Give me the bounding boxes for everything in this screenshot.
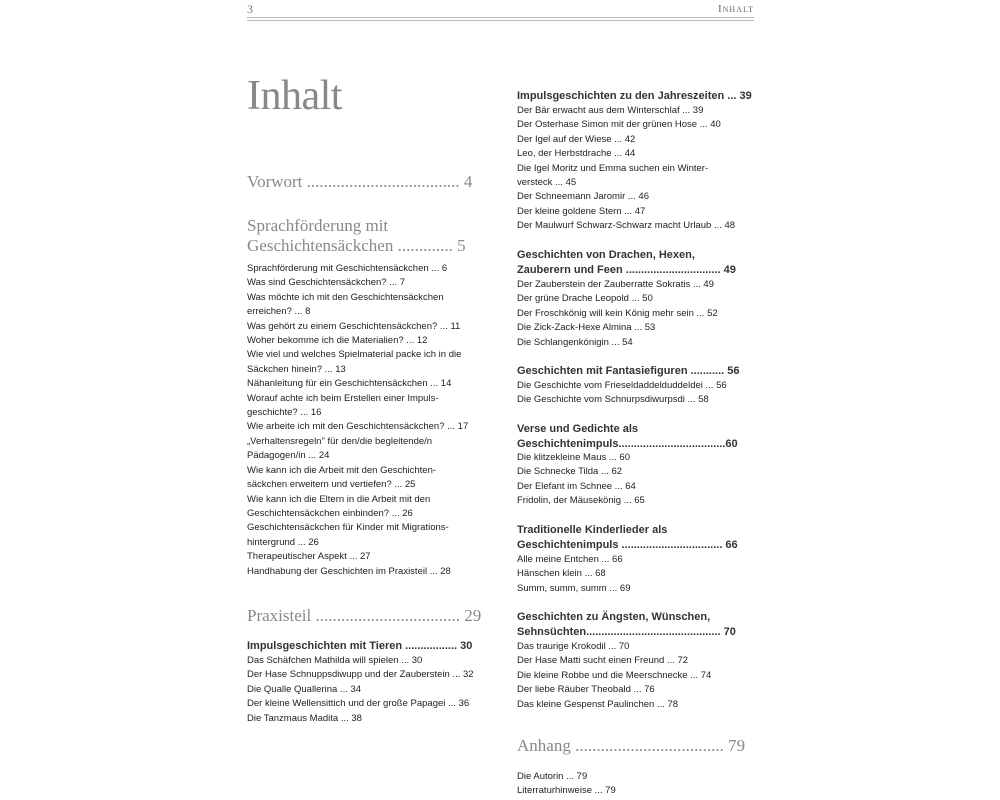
toc-entry: Die Schlangenkönigin ... 54 <box>517 336 633 348</box>
toc-list-lieder <box>517 553 631 596</box>
toc-entry: Die kleine Robbe und die Meerschnecke ... 74 <box>517 669 712 681</box>
subsection-title-line: Geschichten zu Ängsten, Wünschen, <box>517 611 711 623</box>
toc-subsection-aengste <box>517 610 736 640</box>
toc-entry: Die klitzekleine Maus ... 60 <box>517 452 630 463</box>
toc-list-tiere <box>247 654 474 726</box>
toc-entry: Die Schnecke Tilda ... 62 <box>517 466 623 478</box>
toc-entry: Die Tanzmaus Madita ... 38 <box>247 712 362 724</box>
toc-entry: Pädagogen/in ... 24 <box>247 450 330 462</box>
running-title: Inhalt <box>717 3 754 15</box>
toc-subsection-drachen <box>517 248 736 278</box>
toc-entry: Das traurige Krokodil ... 70 <box>517 641 630 652</box>
toc-entry: Das Schäfchen Mathilda will spielen ... 30 <box>247 655 423 666</box>
toc-section-anhang: Anhang ................................... 79 <box>517 736 746 755</box>
toc-section-sprachfoerderung <box>247 216 466 256</box>
toc-entry: Der Elefant im Schnee ... 64 <box>517 480 636 492</box>
toc-section-praxisteil: Praxisteil .................................. 29 <box>247 606 482 625</box>
toc-entry: Hänschen klein ... 68 <box>517 568 606 580</box>
toc-entry: Alle meine Entchen ... 66 <box>517 554 623 565</box>
toc-entry: Was gehört zu einem Geschichtensäckchen? ... 11 <box>247 320 461 332</box>
toc-entry: Was sind Geschichtensäckchen? ... 7 <box>247 277 406 289</box>
toc-list-fantasie <box>517 379 727 408</box>
toc-entry: Die Autorin ... 79 <box>517 771 588 782</box>
toc-entry: Die Geschichte vom Schnurpsdiwurpsdi ... 58 <box>517 394 709 406</box>
toc-entry: Wie arbeite ich mit den Geschichtensäckchen? ... 17 <box>247 421 469 433</box>
toc-entry: Nähanleitung für ein Geschichtensäckchen ... 14 <box>247 378 452 390</box>
toc-entry: Der Igel auf der Wiese ... 42 <box>517 133 636 145</box>
toc-entry: Die Zick-Zack-Hexe Almina ... 53 <box>517 322 656 334</box>
toc-list-aengste <box>517 640 711 712</box>
toc-entry: Der Schneemann Jaromir ... 46 <box>517 191 650 203</box>
toc-entry: Geschichtensäckchen für Kinder mit Migrations- <box>247 522 449 534</box>
subsection-title-line: Verse und Gedichte als <box>517 423 639 435</box>
header-rule-double <box>247 20 754 21</box>
toc-entry: Der Hase Matti sucht einen Freund ... 72 <box>517 655 689 667</box>
toc-entry: Was möchte ich mit den Geschichtensäckchen <box>247 291 444 303</box>
toc-entry: geschichte? ... 16 <box>247 407 322 419</box>
toc-list-verse <box>517 451 645 509</box>
toc-entry: Worauf achte ich beim Erstellen einer Impuls- <box>247 392 439 404</box>
toc-entry: Säckchen hinein? ... 13 <box>247 363 346 375</box>
toc-entry: Wie kann ich die Arbeit mit den Geschichten- <box>247 464 437 476</box>
toc-subsection-verse <box>517 422 738 452</box>
subsection-title-line: Traditionelle Kinderlieder als <box>517 524 668 536</box>
section-title-line: Sprachförderung mit <box>247 216 389 235</box>
toc-entry: Wie kann ich die Eltern in die Arbeit mit den <box>247 493 431 505</box>
toc-list-jahreszeiten <box>517 104 735 234</box>
toc-entry: Die Igel Moritz und Emma suchen ein Winter- <box>517 162 709 174</box>
toc-list-sprachfoerderung <box>247 262 468 579</box>
subsection-title-line: Geschichten von Drachen, Hexen, <box>517 249 695 261</box>
subsection-title-line: Geschichtenimpuls...................................60 <box>517 438 738 450</box>
toc-entry: erreichen? ... 8 <box>247 306 311 318</box>
toc-entry: Der kleine goldene Stern ... 47 <box>517 205 646 217</box>
toc-entry: Summ, summ, summ ... 69 <box>517 582 631 594</box>
toc-entry: Die Geschichte vom Frieseldaddelduddeldei ... 56 <box>517 380 727 391</box>
toc-subsection-jahreszeiten: Impulsgeschichten zu den Jahreszeiten ... 39 <box>517 90 752 102</box>
subsection-title-line: Sehnsüchten............................................ 70 <box>517 626 736 638</box>
toc-entry: Literraturhinweise ... 79 <box>517 785 616 797</box>
toc-entry: Der Zauberstein der Zauberratte Sokratis ... 49 <box>517 279 714 290</box>
toc-entry: Woher bekomme ich die Materialien? ... 12 <box>247 335 428 347</box>
toc-entry: Der Hase Schnuppsdiwupp und der Zauberstein ... 32 <box>247 669 474 681</box>
toc-entry: Der Maulwurf Schwarz-Schwarz macht Urlaub ... 48 <box>517 220 736 232</box>
toc-entry: Fridolin, der Mäusekönig ... 65 <box>517 495 645 507</box>
toc-entry: Das kleine Gespenst Paulinchen ... 78 <box>517 698 679 710</box>
subsection-title-line: Geschichtenimpuls ................................. 66 <box>517 539 738 551</box>
toc-entry: Der kleine Wellensittich und der große Papagei ... 36 <box>247 698 470 710</box>
toc-list-drachen <box>517 278 718 350</box>
toc-section-vorwort: Vorwort .................................... 4 <box>247 172 473 191</box>
toc-entry: Geschichtensäckchen einbinden? ... 26 <box>247 507 413 519</box>
toc-list-anhang <box>517 770 616 799</box>
toc-entry: Sprachförderung mit Geschichtensäckchen ... 6 <box>247 263 448 274</box>
toc-subsection-tiere: Impulsgeschichten mit Tieren ................. 30 <box>247 640 473 652</box>
toc-entry: Leo, der Herbstdrache ... 44 <box>517 148 636 160</box>
subsection-title-line: Zauberern und Feen ............................... 49 <box>517 264 736 276</box>
toc-entry: versteck ... 45 <box>517 177 577 189</box>
toc-entry: Der liebe Räuber Theobald ... 76 <box>517 684 655 696</box>
header-rule <box>247 17 754 18</box>
toc-entry: Der grüne Drache Leopold ... 50 <box>517 293 653 305</box>
toc-subsection-fantasie: Geschichten mit Fantasiefiguren ........... 56 <box>517 365 740 377</box>
toc-entry: Handhabung der Geschichten im Praxisteil ... 28 <box>247 565 451 577</box>
toc-entry: hintergrund ... 26 <box>247 536 319 548</box>
page-title: Inhalt <box>247 73 342 119</box>
toc-entry: Die Qualle Quallerina ... 34 <box>247 683 362 695</box>
toc-entry: säckchen erweitern und vertiefen? ... 25 <box>247 479 416 491</box>
toc-entry: „Verhaltensregeln" für den/die begleitende/n <box>247 435 433 447</box>
toc-entry: Der Bär erwacht aus dem Winterschlaf ... 39 <box>517 105 704 116</box>
toc-entry: Therapeutischer Aspekt ... 27 <box>247 551 371 563</box>
page-number: 3 <box>247 2 253 16</box>
page-header <box>247 0 754 22</box>
toc-entry: Wie viel und welches Spielmaterial packe ich in die <box>247 349 462 361</box>
toc-subsection-lieder <box>517 523 738 553</box>
toc-entry: Der Froschkönig will kein König mehr sein ... 52 <box>517 307 718 319</box>
section-title-line: Geschichtensäckchen ............. 5 <box>247 236 466 255</box>
toc-entry: Der Osterhase Simon mit der grünen Hose ... 40 <box>517 119 721 131</box>
